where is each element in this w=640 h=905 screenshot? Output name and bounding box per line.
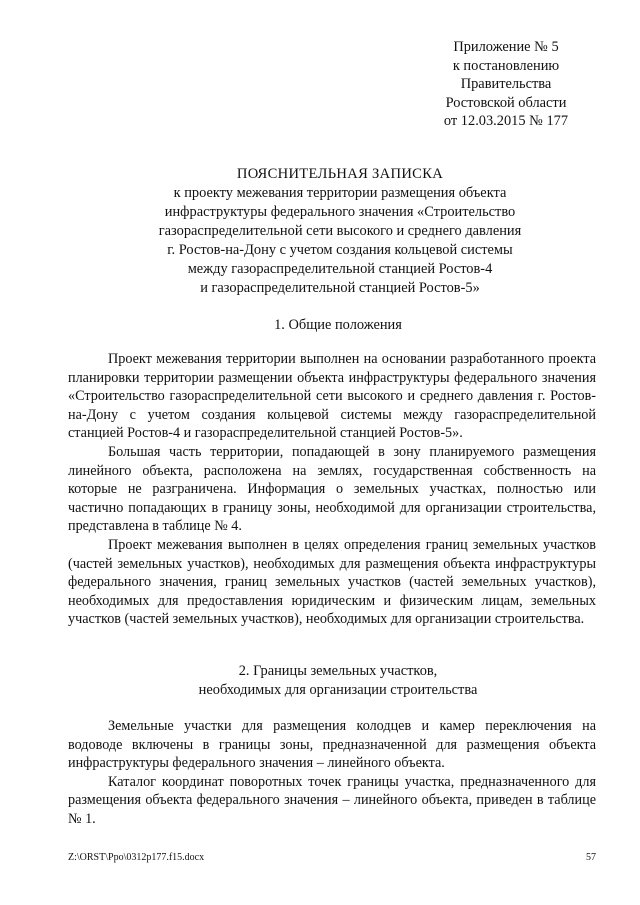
section-2-heading (68, 662, 608, 700)
title-line: инфраструктуры федерального значения «Строительство (164, 204, 516, 220)
appendix-line: от 12.03.2015 № 177 (443, 113, 569, 130)
paragraph: Проект межевания территории выполнен на основании разработанного проекта планировки территории размещении объекта инфраструктуры федерального значения «Строительство газораспределительной сети высокого и среднего давления г. Ростов-на-Дону с учетом создания кольцевой системы между газораспределительной станцией Ростов-4 и газораспределительной станцией Ростов-5». (68, 351, 596, 442)
paragraph: Каталог координат поворотных точек границы участка, предназначенного для размещения объекта федерального значения – линейного объекта, приведен в таблице № 1. (68, 773, 596, 827)
paragraph: Земельные участки для размещения колодцев и камер переключения на водоводе включены в границы зоны, предназначенной для размещения объекта инфраструктуры федерального значения – линейного объекта. (68, 718, 596, 772)
section-1-body (68, 350, 596, 629)
title-line: и газораспределительной станцией Ростов-5» (200, 280, 480, 296)
appendix-line: Правительства (460, 76, 552, 93)
title-block (90, 165, 590, 298)
section-2-heading-line: необходимых для организации строительства (198, 682, 478, 698)
page-number: 57 (586, 852, 596, 863)
title-line: г. Ростов-на-Дону с учетом создания кольцевой системы (167, 242, 513, 258)
appendix-line: Ростовской области (445, 94, 567, 111)
appendix-line: Приложение № 5 (453, 39, 559, 55)
paragraph: Проект межевания выполнен в целях определения границ земельных участков (частей земельных участков), необходимых для размещения объекта инфраструктуры федерального значения, границ земельных участков (частей земельных участков), необходимых для предоставления юридическим и физическим лицам, земельных участков (частей земельных участков), необходимых для организации строительства. (68, 536, 596, 628)
appendix-line: к постановлению (452, 57, 560, 74)
section-2-body (68, 717, 596, 829)
footer-file-path: Z:\ORST\Ppo\0312p177.f15.docx (68, 852, 205, 863)
appendix-block (416, 38, 596, 131)
title-line: между газораспределительной станцией Ростов-4 (187, 261, 493, 277)
section-1-heading: 1. Общие положения (274, 317, 402, 333)
title-line: к проекту межевания территории размещения объекта (173, 185, 507, 201)
document-title: ПОЯСНИТЕЛЬНАЯ ЗАПИСКА (236, 166, 444, 182)
section-2-heading-line: 2. Границы земельных участков, (238, 663, 438, 679)
paragraph: Большая часть территории, попадающей в зону планируемого размещения линейного объекта, расположена на землях, государственная собственность на которые не разграничена. Информация о земельных участках, полностью или частично попадающих в границу зоны, необходимой для организации строительства, представлена в таблице № 4. (68, 443, 596, 535)
title-line: газораспределительной сети высокого и среднего давления (158, 223, 522, 239)
